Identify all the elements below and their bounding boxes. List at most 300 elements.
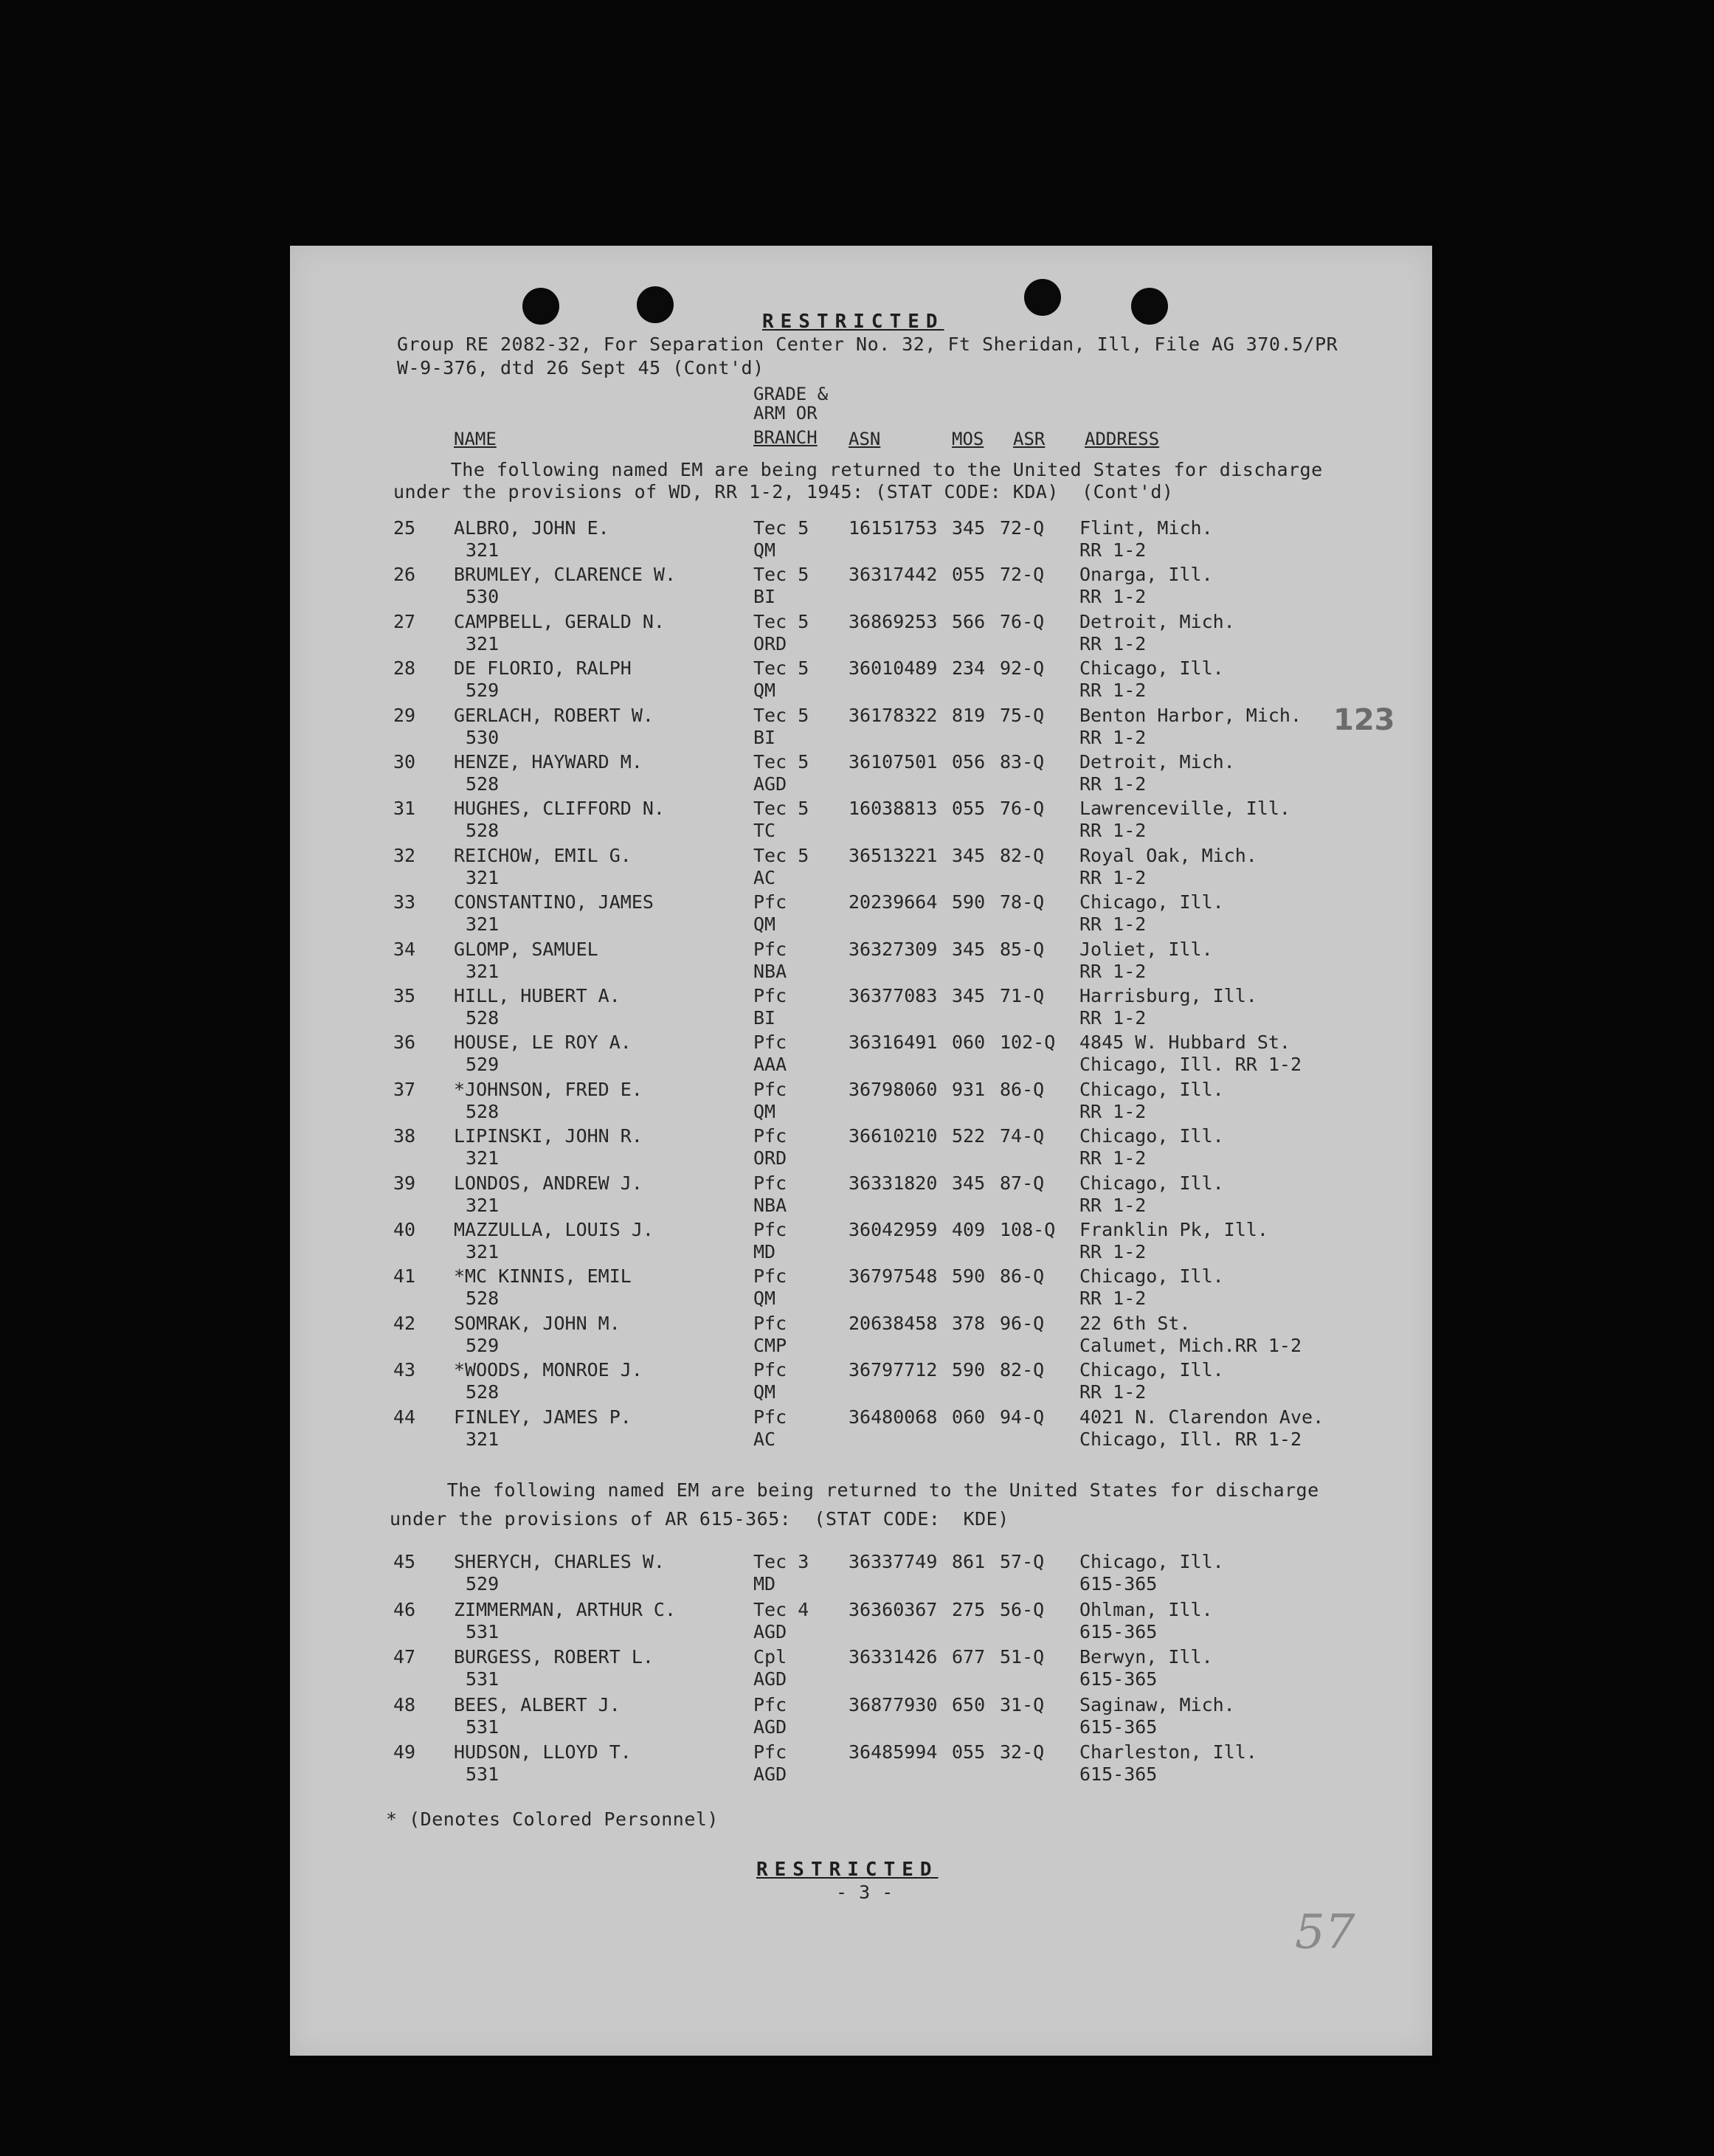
roster-asn: 36107501 bbox=[849, 751, 938, 773]
roster-code: 321 bbox=[466, 539, 500, 561]
roster-grade: Tec 5 bbox=[753, 610, 809, 632]
roster-mos: 345 bbox=[952, 985, 986, 1006]
roster-addr2: RR 1-2 bbox=[1079, 820, 1147, 842]
roster-addr2: RR 1-2 bbox=[1079, 1194, 1147, 1216]
roster-asn: 36797548 bbox=[849, 1265, 938, 1288]
roster-grade: Tec 5 bbox=[753, 751, 809, 773]
roster-addr2: 615-365 bbox=[1079, 1573, 1158, 1594]
roster-asn: 36337749 bbox=[849, 1551, 938, 1572]
roster-addr2: 615-365 bbox=[1079, 1668, 1158, 1690]
roster-asn: 36377083 bbox=[849, 985, 938, 1006]
roster-addr2: RR 1-2 bbox=[1079, 1241, 1147, 1262]
roster-addr2: 615-365 bbox=[1079, 1716, 1158, 1738]
roster-asr: 102-Q bbox=[1000, 1032, 1056, 1054]
roster-asn: 36331820 bbox=[849, 1172, 938, 1194]
roster-row bbox=[290, 1172, 1432, 1220]
roster-no: 41 bbox=[393, 1265, 416, 1288]
roster-addr2: RR 1-2 bbox=[1079, 1100, 1147, 1122]
roster-addr2: RR 1-2 bbox=[1079, 773, 1147, 795]
roster-grade: Tec 3 bbox=[753, 1551, 809, 1572]
roster-code: 528 bbox=[466, 1100, 500, 1122]
roster-grade: Pfc bbox=[753, 1312, 787, 1334]
roster-name: HUDSON, LLOYD T. bbox=[454, 1741, 632, 1763]
roster-mos: 345 bbox=[952, 938, 986, 960]
roster-mos: 056 bbox=[952, 751, 986, 773]
roster-addr1: Onarga, Ill. bbox=[1079, 564, 1213, 586]
roster-asr: 32-Q bbox=[1000, 1741, 1045, 1763]
roster-branch: QM bbox=[753, 1288, 776, 1310]
roster-grade: Pfc bbox=[753, 1032, 787, 1054]
roster-name: CAMPBELL, GERALD N. bbox=[454, 610, 665, 632]
roster-no: 28 bbox=[393, 657, 416, 680]
roster-asn: 36178322 bbox=[849, 704, 938, 726]
roster-branch: BI bbox=[753, 726, 776, 748]
roster-no: 34 bbox=[393, 938, 416, 960]
roster-addr1: 4021 N. Clarendon Ave. bbox=[1079, 1406, 1324, 1428]
roster-mos: 590 bbox=[952, 891, 986, 913]
roster-name: BEES, ALBERT J. bbox=[454, 1693, 621, 1716]
roster-asr: 57-Q bbox=[1000, 1551, 1045, 1572]
roster-branch: NBA bbox=[753, 1194, 787, 1216]
roster-mos: 931 bbox=[952, 1078, 986, 1100]
roster-code: 530 bbox=[466, 586, 500, 608]
roster-grade: Pfc bbox=[753, 1359, 787, 1381]
roster-row bbox=[290, 798, 1432, 845]
roster-code: 321 bbox=[466, 1147, 500, 1169]
roster-addr1: Franklin Pk, Ill. bbox=[1079, 1219, 1268, 1240]
roster-row bbox=[290, 985, 1432, 1032]
footnote: * (Denotes Colored Personnel) bbox=[386, 1808, 719, 1830]
roster-addr1: Detroit, Mich. bbox=[1079, 610, 1235, 632]
punch-hole bbox=[522, 288, 559, 325]
roster-no: 47 bbox=[393, 1646, 416, 1668]
roster-addr2: Chicago, Ill. RR 1-2 bbox=[1079, 1054, 1302, 1076]
roster-row bbox=[290, 751, 1432, 798]
roster-grade: Pfc bbox=[753, 1265, 787, 1288]
roster-no: 43 bbox=[393, 1359, 416, 1381]
roster-row bbox=[290, 1359, 1432, 1406]
roster-no: 29 bbox=[393, 704, 416, 726]
restricted-footer-heading: RESTRICTED bbox=[756, 1859, 939, 1881]
roster-no: 27 bbox=[393, 610, 416, 632]
roster-asr: 87-Q bbox=[1000, 1172, 1045, 1194]
roster-name: HENZE, HAYWARD M. bbox=[454, 751, 643, 773]
roster-grade: Tec 5 bbox=[753, 704, 809, 726]
roster-grade: Tec 4 bbox=[753, 1598, 809, 1620]
roster-branch: TC bbox=[753, 820, 776, 842]
roster-addr1: Detroit, Mich. bbox=[1079, 751, 1235, 773]
roster-no: 31 bbox=[393, 798, 416, 820]
page-number: - 3 - bbox=[836, 1882, 894, 1903]
roster-mos: 060 bbox=[952, 1032, 986, 1054]
roster-grade: Tec 5 bbox=[753, 657, 809, 680]
roster-branch: AGD bbox=[753, 1716, 787, 1738]
roster-name: *MC KINNIS, EMIL bbox=[454, 1265, 632, 1288]
roster-addr1: Chicago, Ill. bbox=[1079, 657, 1224, 680]
roster-code: 321 bbox=[466, 866, 500, 888]
roster-code: 530 bbox=[466, 726, 500, 748]
roster-code: 531 bbox=[466, 1763, 500, 1785]
roster-asr: 72-Q bbox=[1000, 564, 1045, 586]
roster-asr: 82-Q bbox=[1000, 1359, 1045, 1381]
roster-name: HOUSE, LE ROY A. bbox=[454, 1032, 632, 1054]
reference-line-1: Group RE 2082-32, For Separation Center No. 32, Ft Sheridan, Ill, File AG 370.5/PR bbox=[397, 334, 1338, 355]
section-2-intro-line-1: The following named EM are being returned to the United States for discharge bbox=[390, 1479, 1319, 1501]
roster-asr: 31-Q bbox=[1000, 1693, 1045, 1716]
roster-name: CONSTANTINO, JAMES bbox=[454, 891, 654, 913]
roster-addr1: Chicago, Ill. bbox=[1079, 1125, 1224, 1147]
roster-mos: 055 bbox=[952, 1741, 986, 1763]
roster-row bbox=[290, 564, 1432, 611]
roster-asr: 75-Q bbox=[1000, 704, 1045, 726]
roster-asr: 108-Q bbox=[1000, 1219, 1056, 1240]
roster-code: 529 bbox=[466, 1054, 500, 1076]
roster-asn: 36485994 bbox=[849, 1741, 938, 1763]
roster-branch: AAA bbox=[753, 1054, 787, 1076]
roster-addr1: 22 6th St. bbox=[1079, 1312, 1191, 1334]
roster-row bbox=[290, 1313, 1432, 1360]
roster-addr2: RR 1-2 bbox=[1079, 913, 1147, 936]
roster-mos: 234 bbox=[952, 657, 986, 680]
roster-mos: 677 bbox=[952, 1646, 986, 1668]
roster-branch: QM bbox=[753, 680, 776, 702]
roster-asn: 20638458 bbox=[849, 1312, 938, 1334]
roster-code: 321 bbox=[466, 960, 500, 982]
roster-row bbox=[290, 1032, 1432, 1079]
roster-code: 321 bbox=[466, 1428, 500, 1450]
roster-code: 531 bbox=[466, 1620, 500, 1642]
roster-asr: 76-Q bbox=[1000, 610, 1045, 632]
roster-row bbox=[290, 1406, 1432, 1454]
roster-asr: 96-Q bbox=[1000, 1312, 1045, 1334]
grade-header-line-3: BRANCH bbox=[753, 427, 818, 448]
roster-row bbox=[290, 705, 1432, 752]
roster-grade: Pfc bbox=[753, 1172, 787, 1194]
roster-addr1: Ohlman, Ill. bbox=[1079, 1598, 1213, 1620]
roster-name: LIPINSKI, JOHN R. bbox=[454, 1125, 643, 1147]
roster-addr2: Chicago, Ill. RR 1-2 bbox=[1079, 1428, 1302, 1450]
roster-addr2: RR 1-2 bbox=[1079, 726, 1147, 748]
roster-code: 528 bbox=[466, 773, 500, 795]
roster-mos: 060 bbox=[952, 1406, 986, 1428]
roster-addr1: Chicago, Ill. bbox=[1079, 1265, 1224, 1288]
roster-row bbox=[290, 1741, 1432, 1789]
punch-hole bbox=[637, 286, 674, 323]
roster-name: GERLACH, ROBERT W. bbox=[454, 704, 654, 726]
roster-asn: 20239664 bbox=[849, 891, 938, 913]
roster-grade: Pfc bbox=[753, 938, 787, 960]
roster-name: FINLEY, JAMES P. bbox=[454, 1406, 632, 1428]
roster-branch: QM bbox=[753, 1381, 776, 1403]
roster-row bbox=[290, 517, 1432, 564]
roster-addr1: Joliet, Ill. bbox=[1079, 938, 1213, 960]
roster-row bbox=[290, 1079, 1432, 1126]
roster-addr2: RR 1-2 bbox=[1079, 680, 1147, 702]
roster-addr1: Flint, Mich. bbox=[1079, 517, 1213, 539]
roster-mos: 409 bbox=[952, 1219, 986, 1240]
roster-row bbox=[290, 1646, 1432, 1693]
roster-addr1: Saginaw, Mich. bbox=[1079, 1693, 1235, 1716]
roster-mos: 522 bbox=[952, 1125, 986, 1147]
roster-grade: Pfc bbox=[753, 1406, 787, 1428]
section-1-intro-line-2: under the provisions of WD, RR 1-2, 1945: (STAT CODE: KDA) (Cont'd) bbox=[393, 481, 1174, 502]
roster-asr: 86-Q bbox=[1000, 1078, 1045, 1100]
roster-grade: Tec 5 bbox=[753, 844, 809, 866]
roster-no: 38 bbox=[393, 1125, 416, 1147]
roster-code: 528 bbox=[466, 1381, 500, 1403]
roster-name: HUGHES, CLIFFORD N. bbox=[454, 798, 665, 820]
roster-addr2: Calumet, Mich.RR 1-2 bbox=[1079, 1334, 1302, 1356]
roster-mos: 055 bbox=[952, 564, 986, 586]
roster-code: 531 bbox=[466, 1716, 500, 1738]
roster-code: 531 bbox=[466, 1668, 500, 1690]
mos-column-header: MOS bbox=[952, 429, 984, 449]
roster-asn: 36877930 bbox=[849, 1693, 938, 1716]
roster-code: 321 bbox=[466, 913, 500, 936]
roster-branch: AGD bbox=[753, 773, 787, 795]
roster-asr: 72-Q bbox=[1000, 517, 1045, 539]
roster-addr1: Royal Oak, Mich. bbox=[1079, 844, 1257, 866]
grade-header-line-1: GRADE & bbox=[753, 384, 829, 404]
roster-addr2: RR 1-2 bbox=[1079, 632, 1147, 654]
asr-column-header: ASR bbox=[1013, 429, 1046, 449]
roster-name: ALBRO, JOHN E. bbox=[454, 517, 609, 539]
roster-asn: 16151753 bbox=[849, 517, 938, 539]
roster-branch: QM bbox=[753, 1100, 776, 1122]
roster-mos: 590 bbox=[952, 1265, 986, 1288]
roster-addr2: RR 1-2 bbox=[1079, 539, 1147, 561]
roster-mos: 378 bbox=[952, 1312, 986, 1334]
roster-name: SHERYCH, CHARLES W. bbox=[454, 1551, 665, 1572]
roster-row bbox=[290, 1551, 1432, 1598]
roster-no: 30 bbox=[393, 751, 416, 773]
roster-branch: MD bbox=[753, 1573, 776, 1594]
roster-row bbox=[290, 1265, 1432, 1313]
roster-asr: 56-Q bbox=[1000, 1598, 1045, 1620]
roster-asn: 36042959 bbox=[849, 1219, 938, 1240]
roster-mos: 861 bbox=[952, 1551, 986, 1572]
roster-branch: QM bbox=[753, 913, 776, 936]
roster-branch: QM bbox=[753, 539, 776, 561]
roster-grade: Pfc bbox=[753, 1693, 787, 1716]
roster-row bbox=[290, 657, 1432, 705]
roster-asn: 36327309 bbox=[849, 938, 938, 960]
roster-grade: Pfc bbox=[753, 1219, 787, 1240]
roster-no: 35 bbox=[393, 985, 416, 1006]
roster-addr1: 4845 W. Hubbard St. bbox=[1079, 1032, 1290, 1054]
roster-mos: 345 bbox=[952, 1172, 986, 1194]
grade-header-line-2: ARM OR bbox=[753, 403, 818, 424]
roster-name: BRUMLEY, CLARENCE W. bbox=[454, 564, 677, 586]
roster-mos: 055 bbox=[952, 798, 986, 820]
roster-row bbox=[290, 845, 1432, 892]
roster-name: REICHOW, EMIL G. bbox=[454, 844, 632, 866]
document-page bbox=[290, 246, 1432, 2056]
roster-addr2: RR 1-2 bbox=[1079, 1147, 1147, 1169]
roster-row bbox=[290, 939, 1432, 986]
roster-branch: BI bbox=[753, 1007, 776, 1029]
roster-name: *JOHNSON, FRED E. bbox=[454, 1078, 643, 1100]
address-column-header: ADDRESS bbox=[1085, 429, 1160, 449]
roster-no: 25 bbox=[393, 517, 416, 539]
roster-grade: Tec 5 bbox=[753, 798, 809, 820]
roster-grade: Pfc bbox=[753, 1741, 787, 1763]
roster-asn: 36798060 bbox=[849, 1078, 938, 1100]
roster-asr: 92-Q bbox=[1000, 657, 1045, 680]
roster-code: 529 bbox=[466, 1334, 500, 1356]
roster-branch: ORD bbox=[753, 632, 787, 654]
name-column-header: NAME bbox=[454, 429, 497, 449]
roster-row bbox=[290, 1599, 1432, 1646]
roster-no: 39 bbox=[393, 1172, 416, 1194]
roster-row bbox=[290, 1219, 1432, 1266]
roster-code: 321 bbox=[466, 632, 500, 654]
roster-name: BURGESS, ROBERT L. bbox=[454, 1646, 654, 1668]
stamped-page-number: 123 bbox=[1333, 703, 1395, 737]
roster-addr1: Chicago, Ill. bbox=[1079, 1551, 1224, 1572]
asn-column-header: ASN bbox=[849, 429, 881, 449]
roster-addr1: Chicago, Ill. bbox=[1079, 1359, 1224, 1381]
section-1-intro-line-1: The following named EM are being returned to the United States for discharge bbox=[393, 459, 1323, 480]
roster-name: MAZZULLA, LOUIS J. bbox=[454, 1219, 654, 1240]
roster-addr1: Harrisburg, Ill. bbox=[1079, 985, 1257, 1006]
roster-addr1: Chicago, Ill. bbox=[1079, 1078, 1224, 1100]
roster-asr: 74-Q bbox=[1000, 1125, 1045, 1147]
roster-branch: NBA bbox=[753, 960, 787, 982]
roster-branch: BI bbox=[753, 586, 776, 608]
roster-asr: 94-Q bbox=[1000, 1406, 1045, 1428]
roster-addr2: RR 1-2 bbox=[1079, 1381, 1147, 1403]
punch-hole bbox=[1131, 288, 1168, 325]
roster-name: *WOODS, MONROE J. bbox=[454, 1359, 643, 1381]
roster-asn: 36513221 bbox=[849, 844, 938, 866]
roster-no: 46 bbox=[393, 1598, 416, 1620]
roster-addr1: Benton Harbor, Mich. bbox=[1079, 704, 1302, 726]
roster-branch: CMP bbox=[753, 1334, 787, 1356]
roster-name: DE FLORIO, RALPH bbox=[454, 657, 632, 680]
roster-no: 40 bbox=[393, 1219, 416, 1240]
roster-no: 33 bbox=[393, 891, 416, 913]
roster-asn: 36797712 bbox=[849, 1359, 938, 1381]
roster-no: 49 bbox=[393, 1741, 416, 1763]
roster-name: HILL, HUBERT A. bbox=[454, 985, 621, 1006]
roster-asr: 83-Q bbox=[1000, 751, 1045, 773]
roster-asn: 36010489 bbox=[849, 657, 938, 680]
roster-no: 37 bbox=[393, 1078, 416, 1100]
roster-no: 26 bbox=[393, 564, 416, 586]
roster-code: 321 bbox=[466, 1194, 500, 1216]
roster-grade: Pfc bbox=[753, 985, 787, 1006]
roster-no: 48 bbox=[393, 1693, 416, 1716]
roster-addr1: Charleston, Ill. bbox=[1079, 1741, 1257, 1763]
roster-addr1: Chicago, Ill. bbox=[1079, 891, 1224, 913]
roster-grade: Tec 5 bbox=[753, 517, 809, 539]
roster-no: 32 bbox=[393, 844, 416, 866]
roster-code: 529 bbox=[466, 1573, 500, 1594]
roster-mos: 650 bbox=[952, 1693, 986, 1716]
roster-no: 42 bbox=[393, 1312, 416, 1334]
roster-row bbox=[290, 611, 1432, 658]
section-2-intro-line-2: under the provisions of AR 615-365: (STAT CODE: KDE) bbox=[390, 1508, 1009, 1530]
roster-addr2: RR 1-2 bbox=[1079, 960, 1147, 982]
roster-mos: 345 bbox=[952, 844, 986, 866]
roster-asn: 36316491 bbox=[849, 1032, 938, 1054]
restricted-heading: RESTRICTED bbox=[762, 311, 944, 333]
roster-branch: AGD bbox=[753, 1668, 787, 1690]
roster-grade: Pfc bbox=[753, 1125, 787, 1147]
roster-branch: AC bbox=[753, 1428, 776, 1450]
roster-no: 36 bbox=[393, 1032, 416, 1054]
roster-branch: ORD bbox=[753, 1147, 787, 1169]
roster-name: ZIMMERMAN, ARTHUR C. bbox=[454, 1598, 677, 1620]
roster-row bbox=[290, 1694, 1432, 1741]
reference-line-2: W-9-376, dtd 26 Sept 45 (Cont'd) bbox=[397, 357, 764, 379]
roster-asr: 71-Q bbox=[1000, 985, 1045, 1006]
roster-grade: Pfc bbox=[753, 891, 787, 913]
roster-mos: 275 bbox=[952, 1598, 986, 1620]
roster-code: 528 bbox=[466, 1288, 500, 1310]
roster-grade: Pfc bbox=[753, 1078, 787, 1100]
roster-code: 529 bbox=[466, 680, 500, 702]
roster-no: 45 bbox=[393, 1551, 416, 1572]
roster-branch: AGD bbox=[753, 1763, 787, 1785]
roster-row bbox=[290, 1125, 1432, 1172]
roster-asn: 36610210 bbox=[849, 1125, 938, 1147]
roster-addr2: 615-365 bbox=[1079, 1763, 1158, 1785]
punch-hole bbox=[1024, 279, 1061, 316]
roster-asr: 51-Q bbox=[1000, 1646, 1045, 1668]
roster-asr: 85-Q bbox=[1000, 938, 1045, 960]
roster-branch: AGD bbox=[753, 1620, 787, 1642]
roster-branch: MD bbox=[753, 1241, 776, 1262]
roster-grade: Tec 5 bbox=[753, 564, 809, 586]
roster-mos: 819 bbox=[952, 704, 986, 726]
roster-addr2: RR 1-2 bbox=[1079, 1288, 1147, 1310]
roster-asn: 36480068 bbox=[849, 1406, 938, 1428]
roster-asn: 16038813 bbox=[849, 798, 938, 820]
roster-addr1: Chicago, Ill. bbox=[1079, 1172, 1224, 1194]
roster-asn: 36331426 bbox=[849, 1646, 938, 1668]
roster-code: 321 bbox=[466, 1241, 500, 1262]
roster-no: 44 bbox=[393, 1406, 416, 1428]
roster-asn: 36360367 bbox=[849, 1598, 938, 1620]
roster-mos: 345 bbox=[952, 517, 986, 539]
roster-asr: 78-Q bbox=[1000, 891, 1045, 913]
roster-addr2: RR 1-2 bbox=[1079, 866, 1147, 888]
roster-asr: 76-Q bbox=[1000, 798, 1045, 820]
roster-addr1: Lawrenceville, Ill. bbox=[1079, 798, 1290, 820]
roster-name: SOMRAK, JOHN M. bbox=[454, 1312, 621, 1334]
roster-addr2: RR 1-2 bbox=[1079, 1007, 1147, 1029]
handwritten-number: 57 bbox=[1295, 1905, 1355, 1960]
roster-addr2: RR 1-2 bbox=[1079, 586, 1147, 608]
roster-branch: AC bbox=[753, 866, 776, 888]
roster-code: 528 bbox=[466, 1007, 500, 1029]
roster-asn: 36869253 bbox=[849, 610, 938, 632]
roster-name: LONDOS, ANDREW J. bbox=[454, 1172, 643, 1194]
roster-mos: 590 bbox=[952, 1359, 986, 1381]
roster-code: 528 bbox=[466, 820, 500, 842]
roster-asn: 36317442 bbox=[849, 564, 938, 586]
roster-addr1: Berwyn, Ill. bbox=[1079, 1646, 1213, 1668]
roster-addr2: 615-365 bbox=[1079, 1620, 1158, 1642]
roster-mos: 566 bbox=[952, 610, 986, 632]
roster-name: GLOMP, SAMUEL bbox=[454, 938, 598, 960]
roster-grade: Cpl bbox=[753, 1646, 787, 1668]
roster-asr: 82-Q bbox=[1000, 844, 1045, 866]
roster-asr: 86-Q bbox=[1000, 1265, 1045, 1288]
roster-row bbox=[290, 891, 1432, 939]
